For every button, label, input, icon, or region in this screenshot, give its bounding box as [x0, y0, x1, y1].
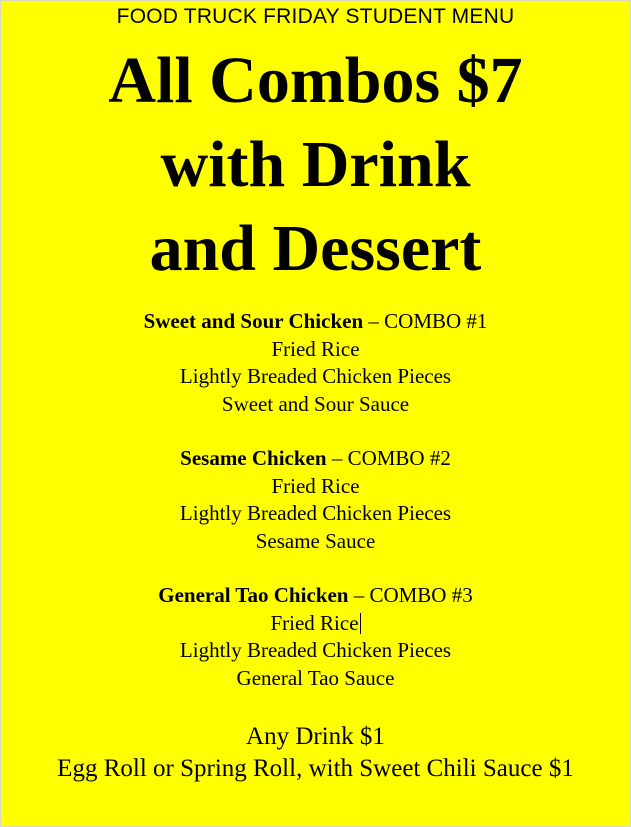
combo-label: COMBO #1: [384, 309, 488, 333]
headline-line: and Dessert: [149, 212, 482, 285]
combo-item: Lightly Breaded Chicken Pieces: [179, 638, 452, 662]
extra-item-roll: Egg Roll or Spring Roll, with Sweet Chili Sauce $1: [57, 755, 574, 782]
extra-item-drink: Any Drink $1: [246, 723, 385, 750]
combo-separator: –: [326, 446, 348, 470]
combo-label: COMBO #3: [369, 583, 473, 607]
combo-name: Sesame Chicken: [180, 446, 327, 470]
headline-line: with Drink: [160, 128, 471, 201]
combo-3: [1, 582, 630, 692]
combo-1: [1, 308, 630, 418]
extras: [1, 721, 630, 785]
combo-item: Fried Rice: [270, 610, 359, 635]
combo-separator: –: [348, 583, 370, 607]
menu-subtitle: FOOD TRUCK FRIDAY STUDENT MENU: [116, 5, 515, 28]
combo-item-with-cursor[interactable]: [1, 610, 630, 638]
combo-heading: [1, 308, 630, 336]
combo-item: General Tao Sauce: [236, 665, 395, 690]
combo-item: Sesame Sauce: [255, 528, 376, 553]
text-cursor: [360, 613, 361, 634]
combo-heading: [1, 582, 630, 610]
combo-2: [1, 445, 630, 555]
combo-name: General Tao Chicken: [158, 583, 349, 607]
combo-list: [1, 308, 630, 719]
combo-heading: [1, 445, 630, 473]
combo-item: Sweet and Sour Sauce: [221, 391, 410, 416]
combo-name: Sweet and Sour Chicken: [143, 309, 364, 333]
combo-item: Fried Rice: [271, 336, 360, 361]
combo-item: Lightly Breaded Chicken Pieces: [179, 501, 452, 525]
headline: [1, 39, 630, 291]
combo-item: Fried Rice: [271, 473, 360, 498]
combo-label: COMBO #2: [347, 446, 451, 470]
combo-separator: –: [363, 309, 385, 333]
headline-line: All Combos $7: [108, 44, 523, 117]
combo-item: Lightly Breaded Chicken Pieces: [179, 364, 452, 388]
